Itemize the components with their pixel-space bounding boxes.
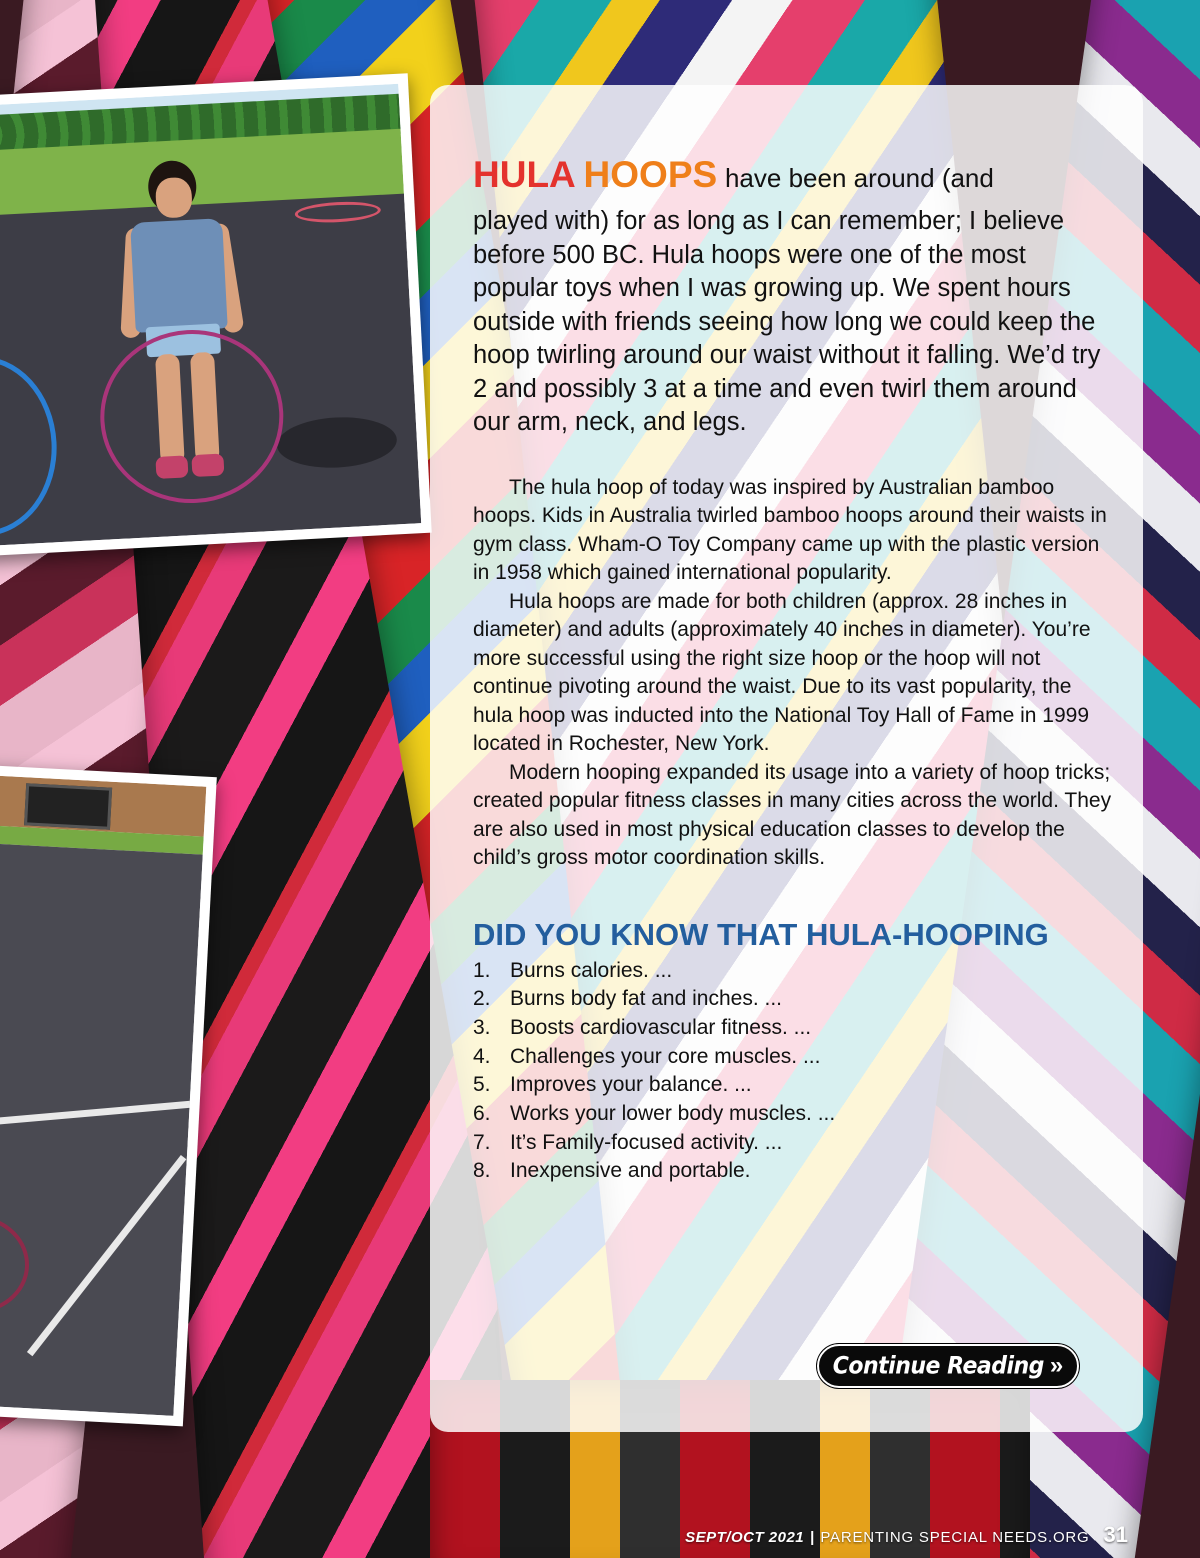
list-item: 3. Boosts cardiovascular fitness. ... — [473, 1015, 812, 1039]
list-item: 5. Improves your balance. ... — [473, 1073, 752, 1097]
continue-reading-button[interactable] — [817, 1344, 1079, 1388]
body-paragraph: The hula hoop of today was inspired by Australian bamboo hoops. Kids in Australia twirled bamboo hoops around their waists in gym class. Wham-O Toy Company came up with the plastic version in 1958 which gained international popularity. — [473, 475, 1107, 584]
page-footer — [685, 1522, 1128, 1548]
site-name: PARENTING SPECIAL NEEDS.ORG — [820, 1529, 1090, 1546]
article-body — [473, 474, 1113, 873]
list-item: 1. Burns calories. ... — [473, 958, 673, 982]
article — [473, 148, 1113, 1186]
headline-rest: have been around (and — [724, 163, 994, 193]
headline-word-hoops: HOOPS — [583, 154, 718, 195]
list-item: 7. It’s Family-focused activity. ... — [473, 1130, 783, 1154]
continue-reading-label: Continue Reading — [832, 1352, 1044, 1380]
body-paragraph: Hula hoops are made for both children (approx. 28 inches in diameter) and adults (approximately 40 inches in diameter). You’re more successful using the right size hoop or the hoop will not continue pivoting around the waist. Due to its vast popularity, the hula hoop was inducted into the National Toy Hall of Fame in 1999 located in Rochester, New York. — [473, 589, 1091, 755]
page-number: 31 — [1103, 1522, 1128, 1547]
benefits-list — [473, 957, 1113, 1187]
list-item: 4. Challenges your core muscles. ... — [473, 1044, 821, 1068]
photo-parking-lot-hoop — [0, 764, 217, 1427]
photo-girl-with-hoop — [0, 73, 432, 556]
footer-separator: | — [810, 1529, 815, 1546]
double-chevron-right-icon: » — [1049, 1352, 1064, 1379]
list-item: 6. Works your lower body muscles. ... — [473, 1102, 836, 1126]
did-you-know-heading: DID YOU KNOW THAT HULA-HOOPING — [473, 916, 1049, 952]
issue-date: SEPT/OCT 2021 — [685, 1529, 805, 1546]
headline-word-hula: HULA — [473, 154, 576, 195]
article-headline — [473, 148, 1113, 205]
intro-paragraph: played with) for as long as I can remember; I believe before 500 BC. Hula hoops were one of the most popular toys when I was growing up. We spent hours outside with friends seeing how long we could keep the hoop twirling around our waist without it falling. We’d try 2 and possibly 3 at a time and even twirl them around our arm, neck, and legs. — [473, 207, 1101, 436]
body-paragraph: Modern hooping expanded its usage into a variety of hoop tricks; created popular fitness classes in many cities across the world. They are also used in most physical education classes to develop the child’s gross motor coordination skills. — [473, 760, 1112, 869]
list-item: 8. Inexpensive and portable. — [473, 1159, 751, 1183]
list-item: 2. Burns body fat and inches. ... — [473, 987, 782, 1011]
